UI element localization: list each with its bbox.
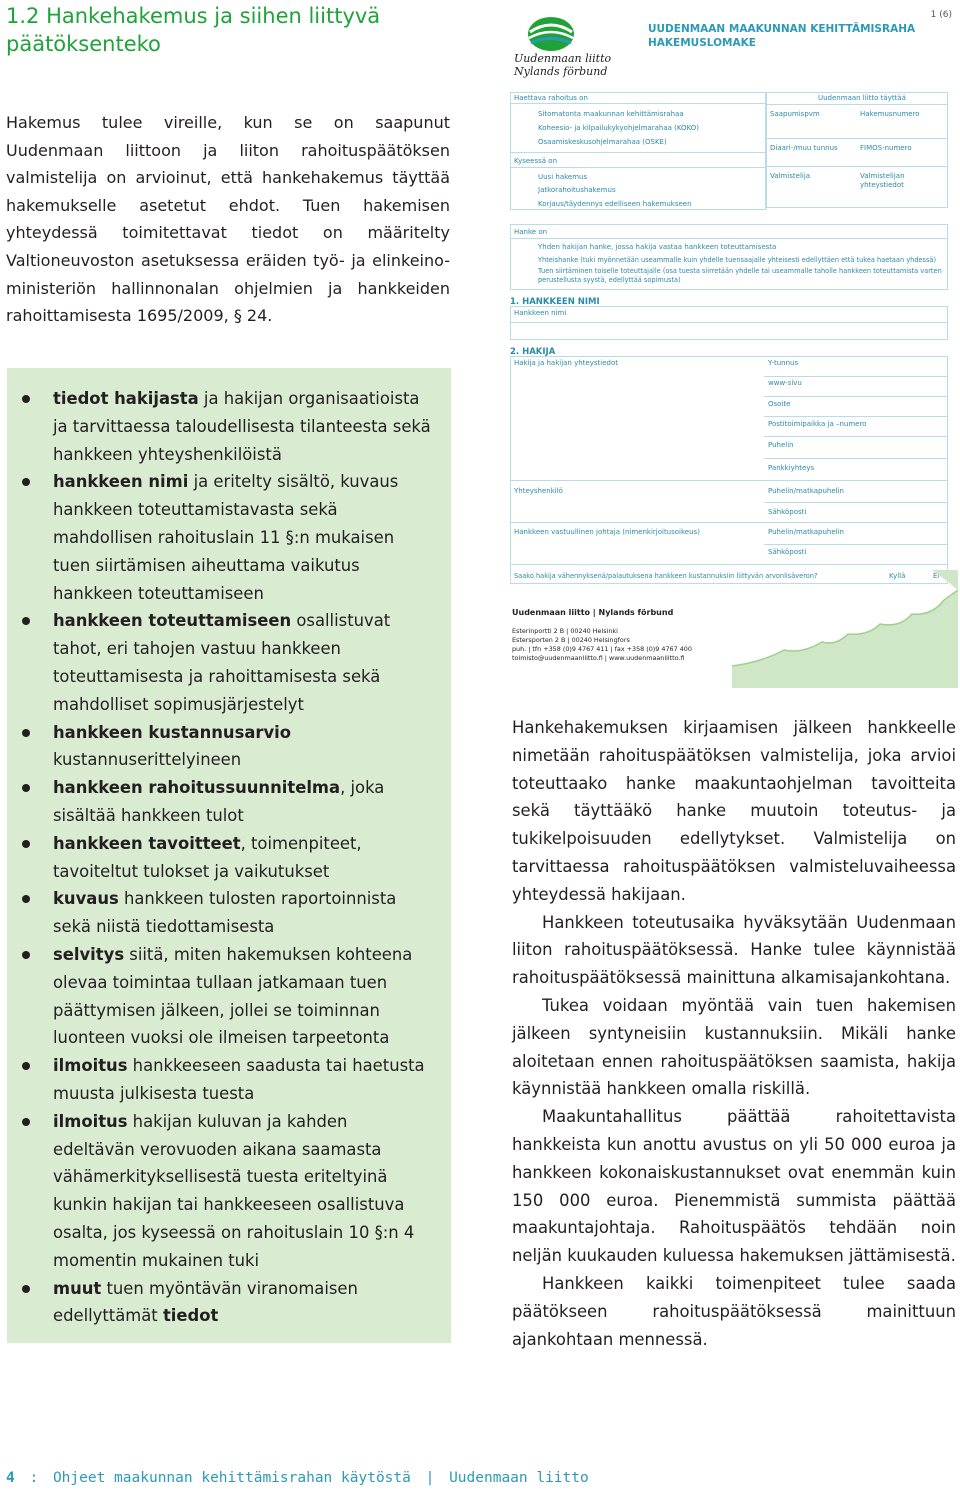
form-label: Valmistelija — [770, 172, 811, 180]
list-item: hankkeen kustannusarvio kustannuserittelyineen — [22, 719, 432, 775]
form-title: UUDENMAAN MAAKUNNAN KEHITTÄMISRAHA HAKEMUSLOMAKE — [648, 23, 916, 49]
form-label: Puhelin/matkapuhelin — [768, 487, 844, 495]
divider — [764, 376, 948, 377]
form-footer-org: Uudenmaan liitto | Nylands förbund — [512, 608, 674, 617]
paragraph: Tukea voidaan myöntää vain tuen hakemisen jälkeen syntyneisiin kustannuksiin. Mikäli hanke aloitetaan ennen rahoituspäätöksen saamista, hakija käynnistää hankkeen omalla riskillä. — [512, 995, 956, 1099]
form-label: Uusi hakemus — [538, 173, 588, 181]
form-label: Puhelin — [768, 441, 794, 449]
form-label: Hankkeen nimi — [514, 309, 567, 317]
paragraph: Hankehakemuksen kirjaamisen jälkeen hankkeelle nimetään rahoituspäätöksen valmistelija, joka arvioi toteuttaako hanke maakuntaohjelman tavoitteita sekä täyttääkö hanke muutoin toteutus- ja tukikelpoisuuden edellytykset. Valmistelija on tarvittaessa rahoituspäätöksen valmisteluvaiheessa yhteydessä hakijaan. — [512, 718, 956, 904]
form-label: perustellusta syystä, edellyttää sopimusta) — [538, 276, 681, 284]
divider — [764, 502, 948, 503]
form-label: Haettava rahoitus on — [514, 94, 588, 102]
divider — [766, 104, 948, 105]
form-label: Ei — [933, 572, 940, 580]
bullet-icon — [22, 784, 30, 792]
section-heading — [6, 2, 446, 58]
bullet-icon — [22, 1285, 30, 1293]
form-label: Yhden hakijan hanke, jossa hakija vastaa hankkeen toteuttamisesta — [538, 243, 777, 251]
form-label: Sähköposti — [768, 508, 807, 516]
form-label: Yhteyshenkilö — [514, 487, 563, 495]
uusimaa-map-icon — [732, 570, 958, 688]
list-item: ilmoitus hankkeeseen saadusta tai haetusta muusta julkisesta tuesta — [22, 1052, 432, 1108]
form-label: Y-tunnus — [768, 359, 799, 367]
page-number: 4 — [6, 1470, 15, 1486]
list-item: tiedot hakijasta ja hakijan organisaatioista ja tarvittaessa taloudellisesta tilanteesta sekä hankkeen yhteyshenkilöistä — [22, 385, 432, 468]
list-item: hankkeen toteuttamiseen osallistuvat tahot, eri tahojen vastuu hankkeen toteuttamisesta ja rahoittamisesta sekä mahdolliset sopimusjärjestelyt — [22, 607, 432, 718]
divider — [510, 322, 948, 323]
form-label: Hakemusnumero — [860, 110, 920, 118]
paragraph: Hankkeen kaikki toimenpiteet tulee saada päätökseen rahoituspäätöksessä mainittuun ajankohtaan mennessä. — [512, 1273, 956, 1349]
divider — [510, 522, 948, 523]
form-label: Osaamiskeskusohjelmarahaa (OSKE) — [538, 138, 667, 146]
form-label: Yhteishanke (tuki myönnetään useammalle kuin yhdelle tuensaajalle yhteisesti edellyttäen että tukea haetaan yhdessä) — [538, 256, 937, 264]
applicant-box — [510, 356, 948, 584]
divider — [764, 416, 948, 417]
divider — [766, 138, 948, 139]
logo-text: Uudenmaan liitto Nylands förbund — [514, 52, 612, 78]
form-label: Uudenmaan liitto täyttää — [818, 94, 906, 102]
form-label: Diaari-/muu tunnus — [770, 144, 838, 152]
form-label: Pankkiyhteys — [768, 464, 815, 472]
form-section-title: 1. HANKKEEN NIMI — [510, 297, 600, 307]
application-form-image — [500, 0, 960, 690]
divider — [510, 152, 766, 153]
form-label: www-sivu — [768, 379, 802, 387]
form-label: Koheesio- ja kilpailukykyohjelmarahaa (KOKO) — [538, 124, 700, 132]
requirements-list — [22, 385, 432, 1330]
bullet-icon — [22, 729, 30, 737]
list-item: hankkeen tavoitteet, toimenpiteet, tavoiteltut tulokset ja vaikutukset — [22, 830, 432, 886]
paragraph: Maakuntahallitus päättää rahoitettavista hankkeista kun anottu avustus on yli 50 000 euroa ja hankkeen kokonaiskustannukset ovat enemmän kuin 150 000 euroa. Pienemmistä summista päättää maakuntajohtaja. Rahoituspäätös tehdään noin neljän kuukauden kuluessa hakemuksen jättämisestä. — [512, 1107, 956, 1266]
form-page-number: 1 (6) — [930, 10, 952, 20]
divider — [766, 166, 948, 167]
list-item: selvitys siitä, miten hakemuksen kohteena olevaa toimintaa tullaan jatkamaan tuen päättymisen jälkeen, jollei se toiminnan luonteen vuoksi ole ilmeisen tarpeetonta — [22, 941, 432, 1052]
list-item: hankkeen rahoitussuunnitelma, joka sisältää hankkeen tulot — [22, 774, 432, 830]
bullet-icon — [22, 617, 30, 625]
divider — [510, 564, 948, 565]
form-footer-address: Esterinportti 2 B | 00240 Helsinki Estersporten 2 B | 00240 Helsingfors puh. | tfn +358 (0)9 4767 411 | fax +358 (0)9 4767 400 toimisto@uudenmaanliitto.fi | www.uudenmaanliitto.fi — [512, 627, 692, 662]
intro-paragraph: Hakemus tulee vireille, kun se on saapunut Uudenmaan liittoon ja liiton rahoituspäätöksen valmistelija on arvioinut, että hankehakemus täyttää hakemukselle asetetut ehdot. Tuen hakemisen yhteydessä toimitettavat tiedot on määritelty Valtioneuvoston asetuksessa eräiden työ- ja elinkeino-ministeriön hallinnonalan ohjelmien ja hankkeiden rahoittamisesta 1695/2009, § 24. — [6, 113, 450, 326]
divider — [764, 544, 948, 545]
form-label: Saako hakija vähennyksenä/palautuksena hankkeen kustannuksiin liittyvän arvonlisäveron? — [514, 572, 818, 580]
paragraph: Hankkeen toteutusaika hyväksytään Uudenmaan liiton rahoituspäätöksessä. Hanke tulee käynnistää rahoituspäätöksessä mainittuna alkamisajankohtana. — [512, 912, 956, 988]
bullet-icon — [22, 840, 30, 848]
form-label: Korjaus/täydennys edelliseen hakemukseen — [538, 200, 692, 208]
section-heading-line1: 1.2 Hankehakemus ja siihen liittyvä — [6, 4, 381, 28]
bullet-icon — [22, 395, 30, 403]
form-label: FIMOS-numero — [860, 144, 912, 152]
divider — [510, 238, 948, 239]
footer-org: Uudenmaan liitto — [449, 1470, 589, 1486]
divider — [764, 436, 948, 437]
list-item: muut tuen myöntävän viranomaisen edellyttämät tiedot — [22, 1275, 432, 1331]
bullet-icon — [22, 951, 30, 959]
project-name-box — [510, 306, 948, 340]
form-label: Kyllä — [889, 572, 906, 580]
section-heading-line2: päätöksenteko — [6, 32, 161, 56]
bullet-icon — [22, 1118, 30, 1126]
form-label: Hakija ja hakijan yhteystiedot — [514, 359, 618, 367]
bullet-icon — [22, 478, 30, 486]
form-label: Tuen siirtäminen toiselle toteuttajalle (osa tuesta siirretään yhdelle tai useammalle taholle hankkeen toteuttamista varten — [538, 267, 942, 275]
form-label: yhteystiedot — [860, 181, 904, 189]
form-label: Osoite — [768, 400, 791, 408]
form-label: Hankkeen vastuullinen johtaja (nimenkirjoitusoikeus) — [514, 528, 700, 536]
form-label: Hanke on — [514, 228, 548, 236]
form-label: Sitomatonta maakunnan kehittämisrahaa — [538, 110, 684, 118]
list-item: hankkeen nimi ja eritelty sisältö, kuvaus hankkeen toteuttamistavasta sekä mahdollisen rahoituslain 11 §:n mukaisen tuen siirtämisen aiheuttama vaikutus hankkeen toteuttamiseen — [22, 468, 432, 607]
divider — [510, 480, 948, 481]
form-label: Jatkorahoitushakemus — [538, 186, 616, 194]
right-column-text — [512, 714, 956, 1353]
bullet-icon — [22, 895, 30, 903]
footer-title: Ohjeet maakunnan kehittämisrahan käytöstä — [52, 1470, 411, 1486]
form-section-title: 2. HAKIJA — [510, 347, 556, 357]
form-label: Valmistelijan — [860, 172, 905, 180]
divider — [764, 396, 948, 397]
form-label: Postitoimipaikka ja –numero — [768, 420, 867, 428]
divider — [510, 167, 766, 168]
form-label: Kyseessä on — [514, 157, 558, 165]
divider — [764, 458, 948, 459]
list-item: ilmoitus hakijan kuluvan ja kahden edeltävän verovuoden aikana saamasta vähämerkityksellisestä tuesta eriteltyinä kunkin hakijan tai hankkeeseen osallistuva osalta, jos kyseessä on rahoituslain 10 §:n 4 momentin mukainen tuki — [22, 1108, 432, 1275]
list-item: kuvaus hankkeen tulosten raportoinnista sekä niistä tiedottamisesta — [22, 885, 432, 941]
divider — [510, 103, 766, 104]
bullet-icon — [22, 1062, 30, 1070]
form-label: Sähköposti — [768, 548, 807, 556]
form-label: Puhelin/matkapuhelin — [768, 528, 844, 536]
form-label: Saapumispvm — [770, 110, 820, 118]
page-footer: 4 : Ohjeet maakunnan kehittämisrahan käytöstä | Uudenmaan liitto — [6, 1470, 589, 1486]
